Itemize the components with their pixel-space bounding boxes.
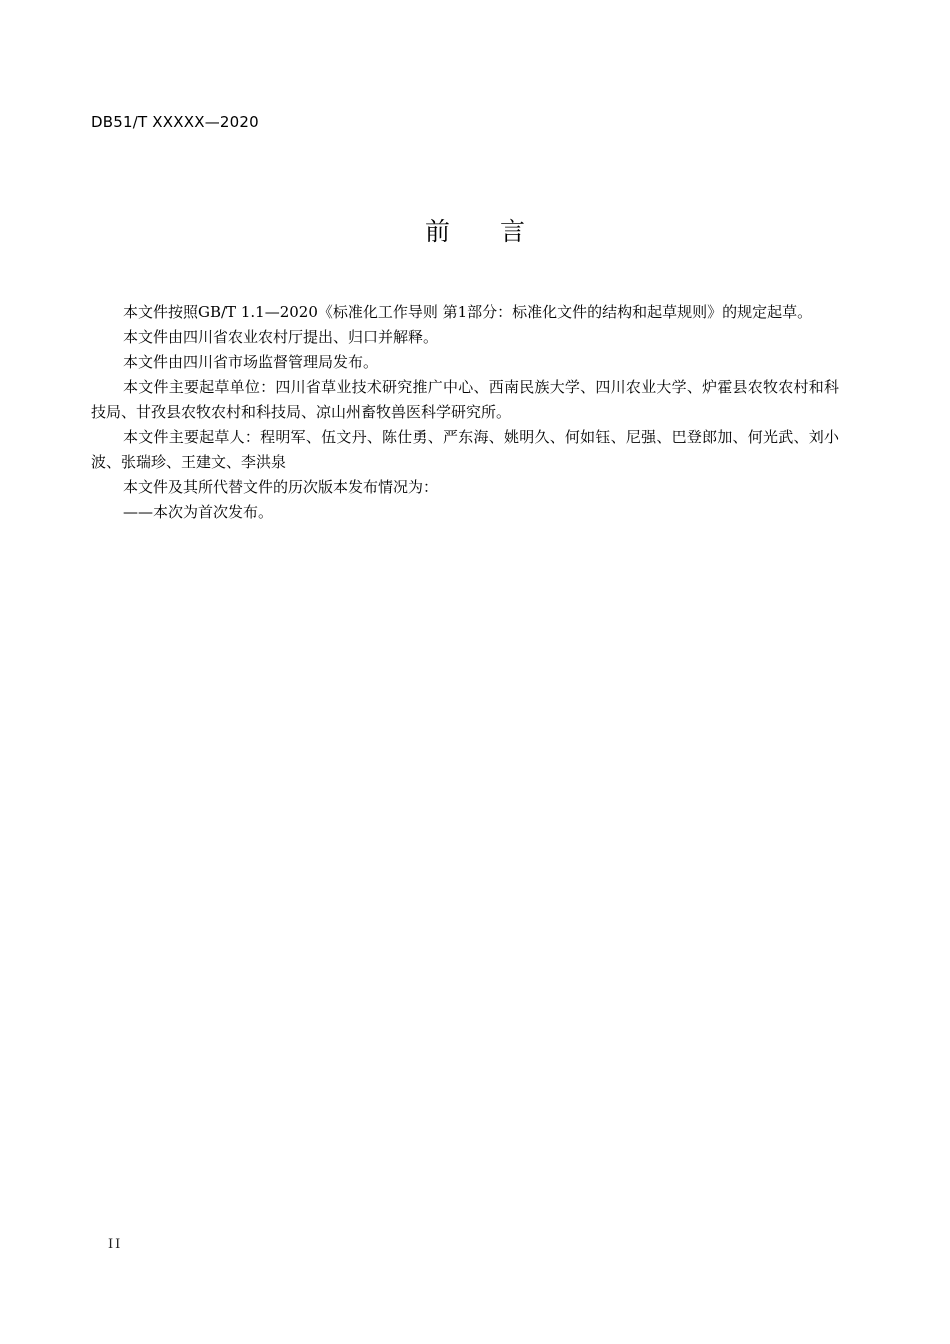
title-char-1: 前 — [424, 217, 450, 246]
paragraph-first-release: ——本次为首次发布。 — [123, 503, 274, 521]
paragraph-proposer: 本文件由四川省农业农村厅提出、归口并解释。 — [123, 328, 439, 346]
title-char-2: 言 — [500, 217, 526, 246]
paragraph-drafting-units: 本文件主要起草单位：四川省草业技术研究推广中心、西南民族大学、四川农业大学、炉霍县农牧农村和科技局、甘孜县农牧农村和科技局、凉山州畜牧兽医科学研究所。 — [91, 378, 839, 421]
page-number: II — [108, 1237, 123, 1252]
page-title — [0, 212, 950, 248]
paragraph-version-history: 本文件及其所代替文件的历次版本发布情况为： — [123, 478, 439, 496]
foreword-body — [91, 300, 839, 525]
paragraph-publisher: 本文件由四川省市场监督管理局发布。 — [123, 353, 379, 371]
paragraph-drafters: 本文件主要起草人：程明军、伍文丹、陈仕勇、严东海、姚明久、何如钰、尼强、巴登郎加、何光武、刘小波、张瑞珍、王建文、李洪泉 — [91, 428, 839, 471]
document-code: DB51/T XXXXX—2020 — [91, 113, 259, 131]
paragraph-drafting-basis: 本文件按照GB/T 1.1—2020《标准化工作导则 第1部分：标准化文件的结构和起草规则》的规定起草。 — [123, 303, 813, 321]
